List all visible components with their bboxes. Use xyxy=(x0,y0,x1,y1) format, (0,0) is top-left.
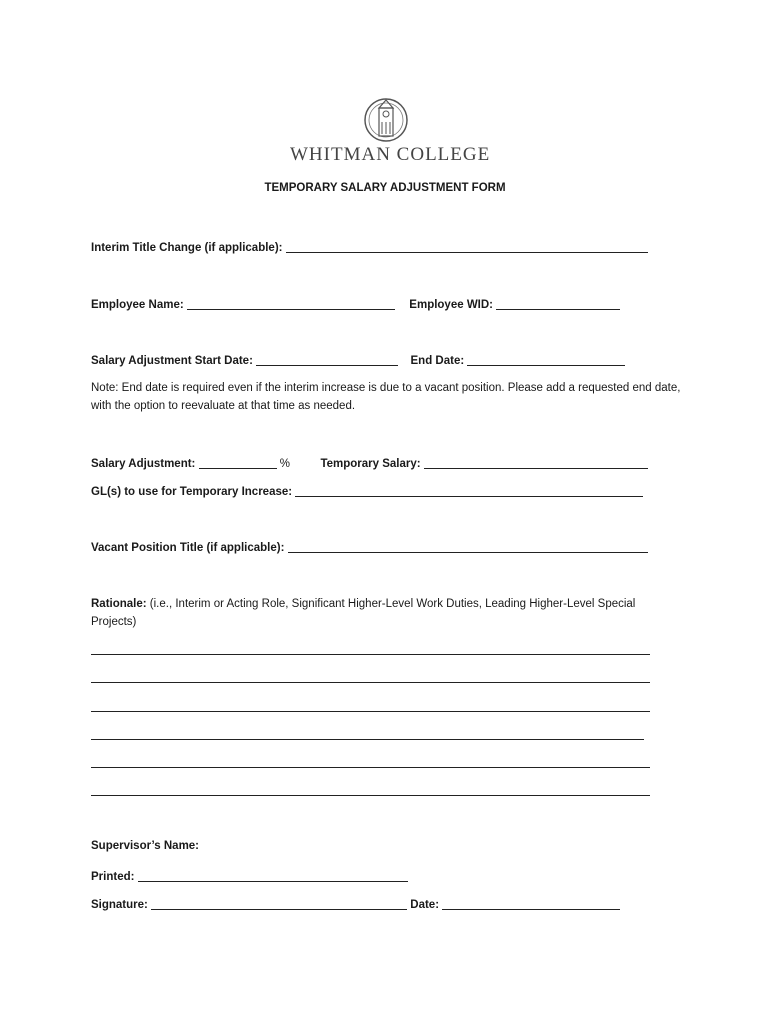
employee-wid-label: Employee WID: xyxy=(409,299,494,311)
end-date-note: Note: End date is required even if the interim increase is due to a vacant position. Please add a requested end date, with the option to reevaluate at that time as needed. xyxy=(91,382,681,412)
printed-name-field[interactable] xyxy=(138,869,408,882)
rationale-line[interactable] xyxy=(91,682,650,683)
vacant-position-field[interactable] xyxy=(288,540,648,553)
rationale-line[interactable] xyxy=(91,767,650,768)
employee-name-label: Employee Name: xyxy=(91,299,184,311)
gl-label: GL(s) to use for Temporary Increase: xyxy=(91,486,293,498)
percent-sign: % xyxy=(279,458,291,470)
supervisor-name-row xyxy=(91,840,199,852)
vacant-position-label: Vacant Position Title (if applicable): xyxy=(91,542,285,554)
start-date-field[interactable] xyxy=(256,353,398,366)
employee-row xyxy=(91,297,620,311)
printed-label: Printed: xyxy=(91,871,135,883)
date-label: Date: xyxy=(410,899,440,911)
supervisor-name-label: Supervisor’s Name: xyxy=(91,840,200,852)
temporary-salary-label: Temporary Salary: xyxy=(320,458,421,470)
signature-field[interactable] xyxy=(151,897,407,910)
form-title: TEMPORARY SALARY ADJUSTMENT FORM xyxy=(264,182,506,194)
employee-name-field[interactable] xyxy=(187,297,395,310)
rationale-label: Rationale: xyxy=(91,598,147,610)
salary-row xyxy=(91,456,648,470)
signature-date-field[interactable] xyxy=(442,897,620,910)
interim-title-row xyxy=(91,240,648,254)
gl-field[interactable] xyxy=(295,484,643,497)
rationale-line[interactable] xyxy=(91,739,644,740)
end-date-label: End Date: xyxy=(410,355,465,367)
rationale-hint: (i.e., Interim or Acting Role, Significant Higher-Level Work Duties, Leading Higher-Level Special Projects) xyxy=(91,598,636,628)
printed-row xyxy=(91,869,408,883)
rationale-line[interactable] xyxy=(91,711,650,712)
rationale-heading xyxy=(91,595,671,631)
dates-row xyxy=(91,353,625,367)
rationale-line[interactable] xyxy=(91,795,650,796)
clock-tower-seal-icon xyxy=(363,96,409,144)
start-date-label: Salary Adjustment Start Date: xyxy=(91,355,253,367)
vacant-position-row xyxy=(91,540,648,554)
interim-title-field[interactable] xyxy=(286,240,648,253)
signature-label: Signature: xyxy=(91,899,148,911)
interim-title-label: Interim Title Change (if applicable): xyxy=(91,242,283,254)
rationale-line[interactable] xyxy=(91,654,650,655)
salary-adjustment-field[interactable] xyxy=(199,456,277,469)
gl-row xyxy=(91,484,643,498)
end-date-field[interactable] xyxy=(467,353,625,366)
salary-adjustment-label: Salary Adjustment: xyxy=(91,458,196,470)
college-logo xyxy=(290,96,491,168)
temporary-salary-field[interactable] xyxy=(424,456,648,469)
signature-row xyxy=(91,897,620,911)
logo-wordmark: WHITMAN COLLEGE xyxy=(290,144,491,165)
employee-wid-field[interactable] xyxy=(496,297,620,310)
